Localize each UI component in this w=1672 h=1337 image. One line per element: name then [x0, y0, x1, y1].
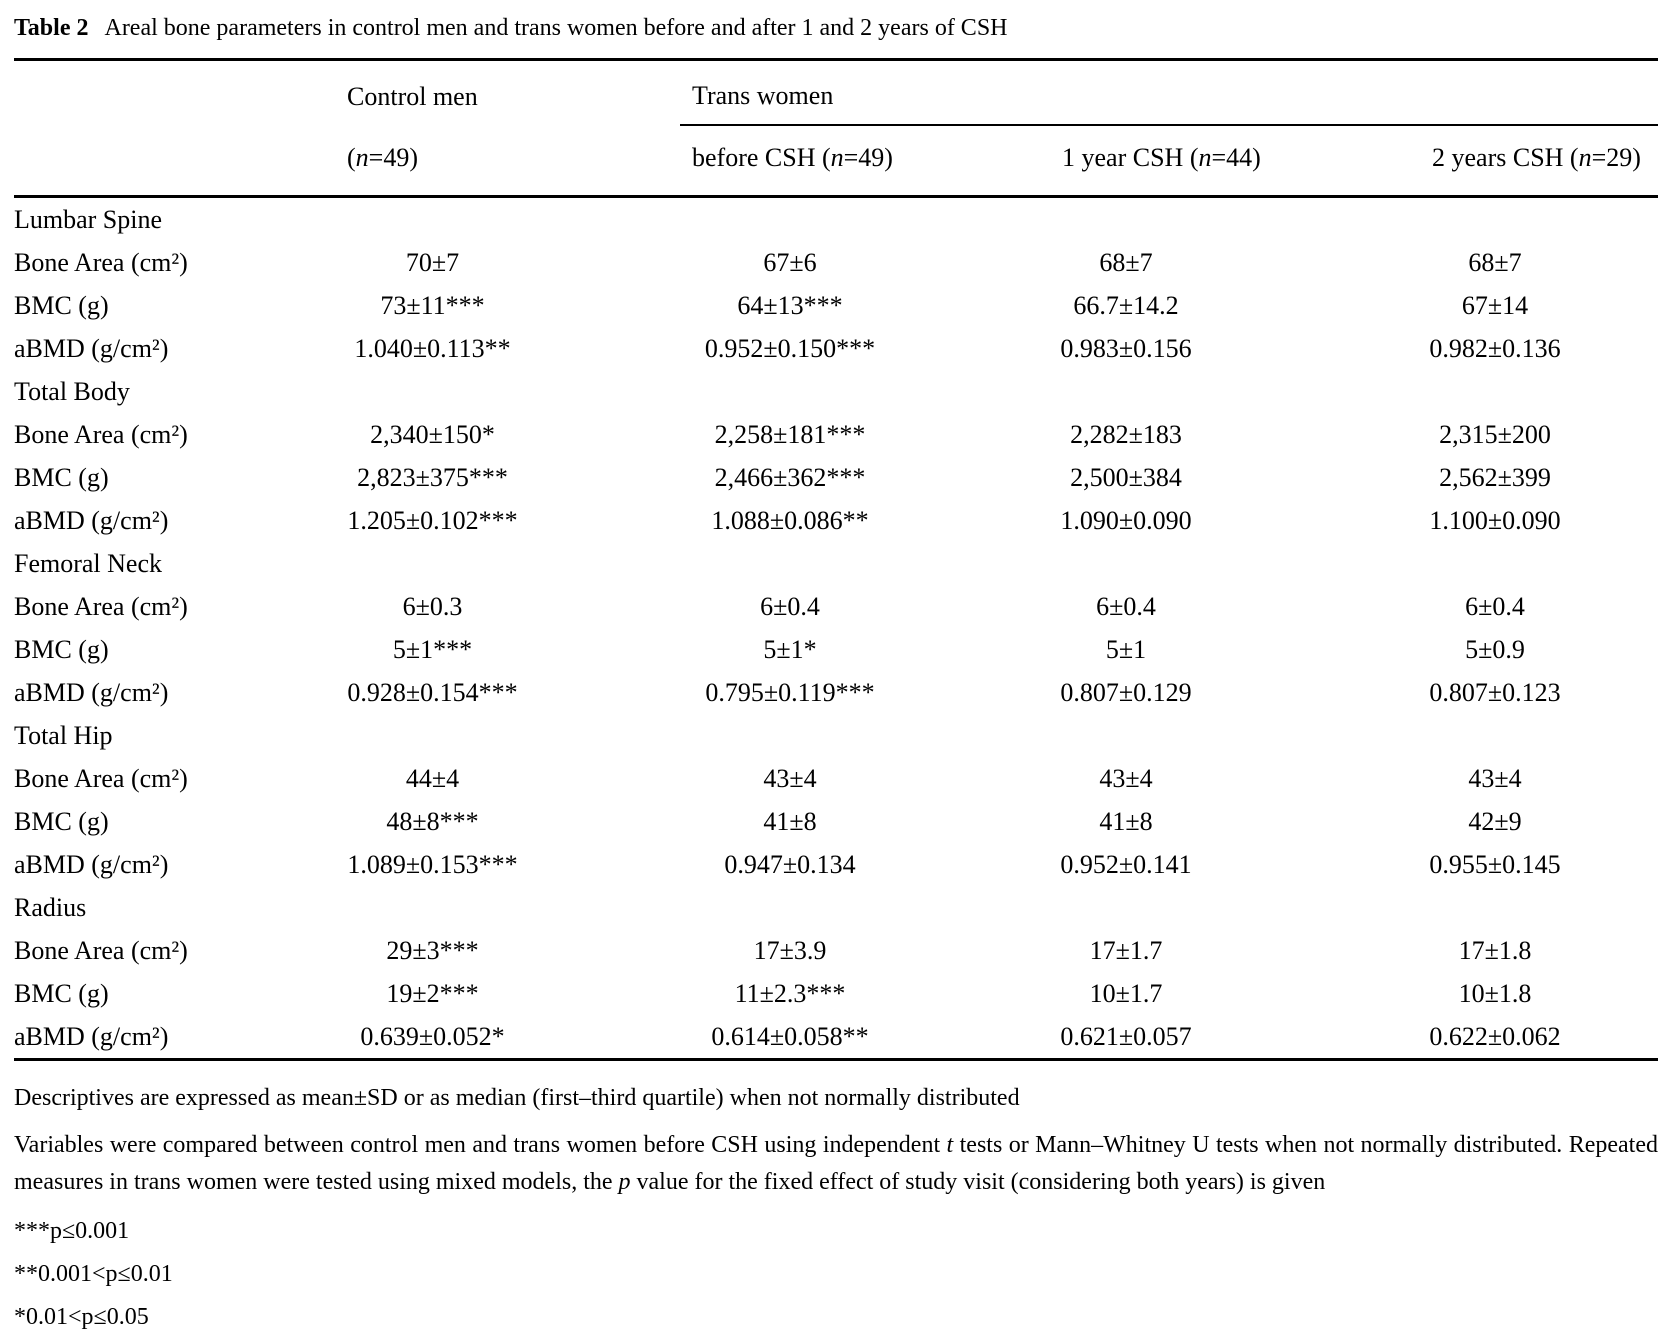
- table-caption: [14, 12, 1658, 44]
- cell-value: 2,282±183: [1070, 419, 1182, 449]
- cell-value: 11±2.3***: [734, 978, 846, 1008]
- cell-value: 5±1: [1105, 634, 1147, 664]
- cell-value: 0.795±0.119***: [705, 677, 875, 707]
- cell-value: 17±1.8: [1458, 935, 1532, 965]
- row-label: BMC (g): [14, 290, 109, 320]
- group-header-row: [14, 60, 1658, 126]
- subheader-text: =49): [368, 143, 418, 172]
- section-header-row: [14, 542, 1658, 585]
- italic-n: n: [355, 143, 369, 172]
- footnote-sig-01: **0.001<p≤0.01: [14, 1261, 173, 1287]
- cell-value: 2,823±375***: [357, 462, 508, 492]
- cell-value: 67±6: [763, 247, 817, 277]
- bone-parameters-table: [14, 58, 1658, 1061]
- cell-value: 17±1.7: [1089, 935, 1163, 965]
- footnote-methods-text: Variables were compared between control men and trans women before CSH using independent: [14, 1132, 947, 1158]
- cell-value: 70±7: [405, 247, 460, 277]
- row-label: Bone Area (cm²): [14, 935, 188, 965]
- subheader-2years-csh: [1420, 125, 1658, 197]
- italic-n: n: [1578, 143, 1592, 172]
- section-label: Lumbar Spine: [14, 204, 163, 234]
- cell-value: 6±0.4: [760, 591, 820, 621]
- cell-value: 43±4: [763, 763, 817, 793]
- cell-value: 0.807±0.129: [1060, 677, 1192, 707]
- table-row: [14, 327, 1658, 370]
- header-trans-women: Trans women: [680, 60, 1658, 126]
- subheader-row: [14, 125, 1658, 197]
- cell-value: 0.639±0.052*: [360, 1021, 505, 1051]
- footnote-sig-001: ***p≤0.001: [14, 1218, 130, 1244]
- subheader-text: 1 year CSH (: [1062, 143, 1199, 172]
- cell-value: 68±7: [1468, 247, 1522, 277]
- row-label: aBMD (g/cm²): [14, 849, 169, 879]
- header-control-men: Control men: [347, 82, 478, 111]
- section-label: Radius: [14, 892, 87, 922]
- table-row: [14, 757, 1658, 800]
- footnote-methods-text: value for the fixed effect of study visit (considering both years) is given: [630, 1169, 1326, 1195]
- cell-value: 0.952±0.150***: [704, 333, 876, 363]
- italic-n: n: [830, 143, 844, 172]
- section-header-row: [14, 714, 1658, 757]
- subheader-text: =49): [843, 143, 893, 172]
- cell-value: 0.928±0.154***: [347, 677, 518, 707]
- table-row: [14, 499, 1658, 542]
- cell-value: 2,562±399: [1439, 462, 1551, 492]
- subheader-1year-csh: [1050, 125, 1420, 197]
- cell-value: 2,258±181***: [714, 419, 866, 449]
- cell-value: 10±1.8: [1458, 978, 1532, 1008]
- section-header-row: [14, 197, 1658, 242]
- cell-value: 66.7±14.2: [1073, 290, 1179, 320]
- cell-value: 68±7: [1099, 247, 1153, 277]
- section-label: Femoral Neck: [14, 548, 163, 578]
- footnote-sig-05: *0.01<p≤0.05: [14, 1304, 149, 1330]
- cell-value: 2,500±384: [1070, 462, 1182, 492]
- cell-value: 6±0.4: [1096, 591, 1156, 621]
- table-row: [14, 284, 1658, 327]
- empty-header-cell: [14, 125, 335, 197]
- cell-value: 0.952±0.141: [1060, 849, 1192, 879]
- cell-value: 1.100±0.090: [1429, 505, 1561, 535]
- subheader-before-csh: [680, 125, 1050, 197]
- table-row: [14, 585, 1658, 628]
- cell-value: 0.621±0.057: [1060, 1021, 1192, 1051]
- table-row: [14, 1015, 1658, 1060]
- row-label: Bone Area (cm²): [14, 419, 188, 449]
- cell-value: 17±3.9: [753, 935, 827, 965]
- table-row: [14, 456, 1658, 499]
- cell-value: 1.088±0.086**: [711, 505, 869, 535]
- table-row: [14, 413, 1658, 456]
- footnote-methods: [14, 1127, 1658, 1201]
- section-header-row: [14, 886, 1658, 929]
- cell-value: 2,340±150*: [370, 419, 495, 449]
- footnote-methods-text: tests or Mann–Whitney U tests when not normally distributed. Repeated measures in trans women were tested using mixed models, the: [14, 1132, 1658, 1195]
- cell-value: 19±2***: [386, 978, 479, 1008]
- cell-value: 10±1.7: [1089, 978, 1163, 1008]
- cell-value: 0.947±0.134: [724, 849, 856, 879]
- cell-value: 6±0.3: [402, 591, 463, 621]
- cell-value: 41±8: [763, 806, 817, 836]
- subheader-text: =44): [1211, 143, 1261, 172]
- row-label: Bone Area (cm²): [14, 591, 188, 621]
- cell-value: 0.983±0.156: [1060, 333, 1192, 363]
- table-row: [14, 929, 1658, 972]
- cell-value: 44±4: [405, 763, 460, 793]
- cell-value: 0.982±0.136: [1429, 333, 1561, 363]
- table-row: [14, 671, 1658, 714]
- table-caption-text: Areal bone parameters in control men and trans women before and after 1 and 2 years of CSH: [104, 15, 1008, 41]
- cell-value: 1.089±0.153***: [347, 849, 518, 879]
- row-label: Bone Area (cm²): [14, 763, 188, 793]
- section-label: Total Body: [14, 376, 130, 406]
- cell-value: 41±8: [1099, 806, 1153, 836]
- section-label: Total Hip: [14, 720, 113, 750]
- cell-value: 2,466±362***: [714, 462, 866, 492]
- italic-n: n: [1198, 143, 1212, 172]
- table-header: [14, 60, 1658, 197]
- cell-value: 64±13***: [737, 290, 843, 320]
- cell-value: 1.205±0.102***: [347, 505, 518, 535]
- section-header-row: [14, 370, 1658, 413]
- table-row: [14, 241, 1658, 284]
- cell-value: 43±4: [1099, 763, 1153, 793]
- footnote-descriptives: Descriptives are expressed as mean±SD or as median (first–third quartile) when not normally distributed: [14, 1085, 1020, 1111]
- cell-value: 1.040±0.113**: [354, 333, 511, 363]
- table-row: [14, 843, 1658, 886]
- table-row: [14, 628, 1658, 671]
- row-label: BMC (g): [14, 634, 109, 664]
- cell-value: 5±1*: [763, 634, 817, 664]
- table-row: [14, 800, 1658, 843]
- table-caption-label: Table 2: [14, 15, 89, 41]
- cell-value: 5±1***: [392, 634, 473, 664]
- row-label: aBMD (g/cm²): [14, 333, 169, 363]
- row-label: aBMD (g/cm²): [14, 677, 169, 707]
- footnotes: [14, 1082, 1658, 1330]
- subheader-text: 2 years CSH (: [1432, 143, 1579, 172]
- cell-value: 42±9: [1468, 806, 1522, 836]
- cell-value: 1.090±0.090: [1060, 505, 1192, 535]
- table-body: [14, 197, 1658, 1060]
- cell-value: 0.614±0.058**: [711, 1021, 869, 1051]
- cell-value: 43±4: [1468, 763, 1522, 793]
- row-label: aBMD (g/cm²): [14, 1021, 169, 1051]
- cell-value: 67±14: [1461, 290, 1529, 320]
- cell-value: 0.807±0.123: [1429, 677, 1561, 707]
- row-label: BMC (g): [14, 806, 109, 836]
- cell-value: 5±0.9: [1465, 634, 1525, 664]
- cell-value: 29±3***: [386, 935, 479, 965]
- empty-header-cell: [14, 60, 335, 126]
- cell-value: 73±11***: [380, 290, 485, 320]
- cell-value: 0.955±0.145: [1429, 849, 1561, 879]
- table-row: [14, 972, 1658, 1015]
- row-label: BMC (g): [14, 978, 109, 1008]
- cell-value: 6±0.4: [1465, 591, 1525, 621]
- cell-value: 2,315±200: [1439, 419, 1551, 449]
- subheader-text: (: [347, 143, 356, 172]
- row-label: Bone Area (cm²): [14, 247, 188, 277]
- row-label: aBMD (g/cm²): [14, 505, 169, 535]
- italic-t: t: [946, 1132, 954, 1158]
- cell-value: 0.622±0.062: [1429, 1021, 1561, 1051]
- cell-value: 48±8***: [386, 806, 479, 836]
- subheader-control-n: [335, 125, 680, 197]
- row-label: BMC (g): [14, 462, 109, 492]
- italic-p: p: [618, 1169, 631, 1195]
- subheader-text: before CSH (: [692, 143, 831, 172]
- subheader-text: =29): [1591, 143, 1641, 172]
